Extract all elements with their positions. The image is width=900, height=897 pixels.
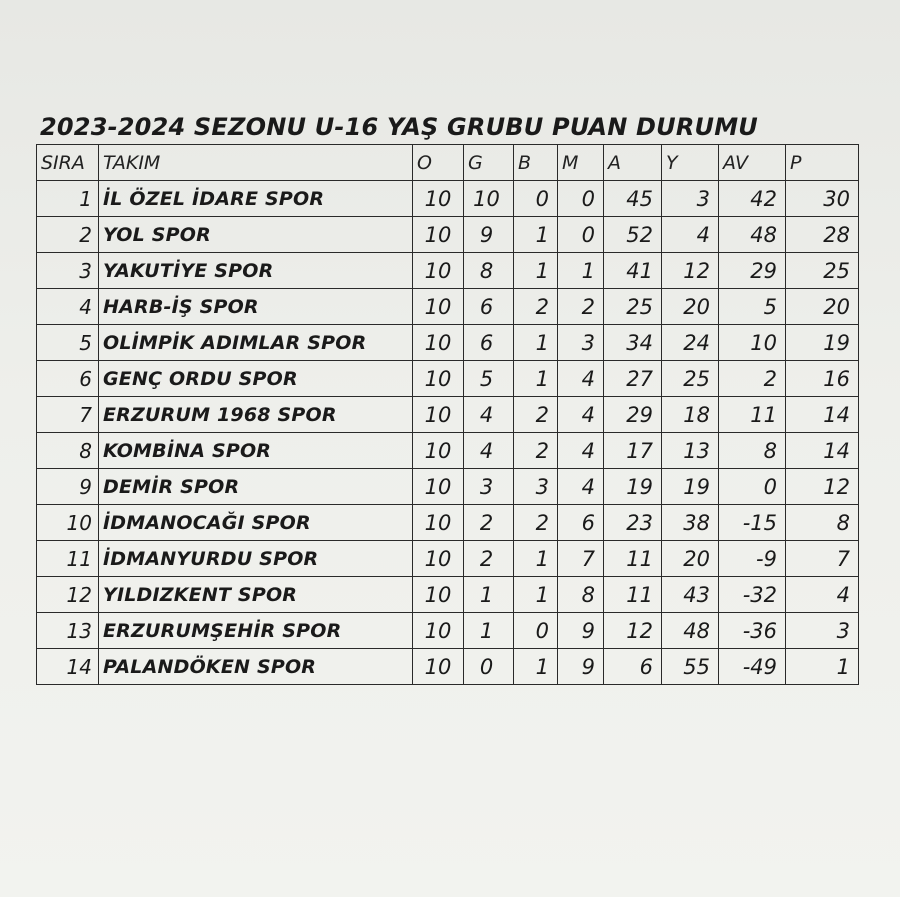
cell-av: -36 [719, 613, 786, 649]
cell-m: 1 [558, 253, 604, 289]
cell-o: 10 [413, 325, 464, 361]
cell-y: 20 [662, 289, 719, 325]
header-a: A [604, 145, 662, 181]
cell-o: 10 [413, 361, 464, 397]
cell-b: 1 [514, 541, 558, 577]
header-y: Y [662, 145, 719, 181]
cell-b: 3 [514, 469, 558, 505]
cell-o: 10 [413, 613, 464, 649]
cell-y: 18 [662, 397, 719, 433]
cell-sira: 7 [37, 397, 99, 433]
cell-takim: YILDIZKENT SPOR [99, 577, 413, 613]
header-b: B [514, 145, 558, 181]
cell-y: 55 [662, 649, 719, 685]
cell-sira: 3 [37, 253, 99, 289]
cell-takim: İL ÖZEL İDARE SPOR [99, 181, 413, 217]
cell-takim: DEMİR SPOR [99, 469, 413, 505]
cell-a: 34 [604, 325, 662, 361]
standings-table [36, 144, 859, 685]
cell-av: -32 [719, 577, 786, 613]
cell-av: 10 [719, 325, 786, 361]
cell-m: 3 [558, 325, 604, 361]
cell-av: -15 [719, 505, 786, 541]
cell-g: 4 [464, 433, 514, 469]
cell-b: 1 [514, 253, 558, 289]
cell-o: 10 [413, 469, 464, 505]
cell-m: 9 [558, 613, 604, 649]
cell-takim: YAKUTİYE SPOR [99, 253, 413, 289]
cell-takim: YOL SPOR [99, 217, 413, 253]
table-row [37, 505, 859, 541]
cell-a: 19 [604, 469, 662, 505]
cell-b: 0 [514, 613, 558, 649]
cell-y: 48 [662, 613, 719, 649]
cell-m: 4 [558, 361, 604, 397]
cell-a: 11 [604, 541, 662, 577]
cell-sira: 8 [37, 433, 99, 469]
cell-takim: GENÇ ORDU SPOR [99, 361, 413, 397]
cell-av: 0 [719, 469, 786, 505]
cell-y: 24 [662, 325, 719, 361]
cell-m: 0 [558, 181, 604, 217]
cell-a: 45 [604, 181, 662, 217]
table-row [37, 649, 859, 685]
cell-takim: HARB-İŞ SPOR [99, 289, 413, 325]
cell-b: 1 [514, 361, 558, 397]
cell-a: 29 [604, 397, 662, 433]
cell-y: 3 [662, 181, 719, 217]
header-takim: TAKIM [99, 145, 413, 181]
cell-b: 1 [514, 649, 558, 685]
cell-p: 12 [786, 469, 859, 505]
cell-p: 16 [786, 361, 859, 397]
table-row [37, 181, 859, 217]
cell-y: 4 [662, 217, 719, 253]
cell-m: 6 [558, 505, 604, 541]
cell-av: 29 [719, 253, 786, 289]
cell-a: 41 [604, 253, 662, 289]
cell-y: 43 [662, 577, 719, 613]
cell-g: 2 [464, 505, 514, 541]
cell-o: 10 [413, 649, 464, 685]
cell-takim: KOMBİNA SPOR [99, 433, 413, 469]
table-row [37, 541, 859, 577]
cell-y: 13 [662, 433, 719, 469]
header-sira: SIRA [37, 145, 99, 181]
header-m: M [558, 145, 604, 181]
cell-p: 20 [786, 289, 859, 325]
cell-y: 12 [662, 253, 719, 289]
table-row [37, 361, 859, 397]
cell-o: 10 [413, 433, 464, 469]
cell-p: 7 [786, 541, 859, 577]
header-g: G [464, 145, 514, 181]
cell-p: 19 [786, 325, 859, 361]
cell-takim: ERZURUMŞEHİR SPOR [99, 613, 413, 649]
cell-o: 10 [413, 397, 464, 433]
cell-y: 25 [662, 361, 719, 397]
cell-m: 4 [558, 397, 604, 433]
cell-m: 2 [558, 289, 604, 325]
cell-y: 38 [662, 505, 719, 541]
cell-sira: 1 [37, 181, 99, 217]
cell-sira: 10 [37, 505, 99, 541]
cell-takim: İDMANOCAĞI SPOR [99, 505, 413, 541]
cell-g: 1 [464, 613, 514, 649]
cell-p: 3 [786, 613, 859, 649]
cell-a: 6 [604, 649, 662, 685]
cell-g: 6 [464, 325, 514, 361]
cell-g: 9 [464, 217, 514, 253]
header-row [37, 145, 859, 181]
cell-takim: OLİMPİK ADIMLAR SPOR [99, 325, 413, 361]
cell-p: 25 [786, 253, 859, 289]
cell-o: 10 [413, 253, 464, 289]
cell-takim: PALANDÖKEN SPOR [99, 649, 413, 685]
cell-m: 4 [558, 433, 604, 469]
header-p: P [786, 145, 859, 181]
cell-sira: 9 [37, 469, 99, 505]
cell-g: 6 [464, 289, 514, 325]
cell-takim: ERZURUM 1968 SPOR [99, 397, 413, 433]
cell-y: 20 [662, 541, 719, 577]
cell-a: 17 [604, 433, 662, 469]
cell-sira: 6 [37, 361, 99, 397]
cell-a: 23 [604, 505, 662, 541]
header-av: AV [719, 145, 786, 181]
cell-sira: 2 [37, 217, 99, 253]
table-row [37, 469, 859, 505]
cell-av: 11 [719, 397, 786, 433]
cell-b: 2 [514, 289, 558, 325]
cell-av: 5 [719, 289, 786, 325]
cell-m: 4 [558, 469, 604, 505]
cell-g: 5 [464, 361, 514, 397]
table-row [37, 253, 859, 289]
cell-sira: 4 [37, 289, 99, 325]
cell-p: 1 [786, 649, 859, 685]
cell-o: 10 [413, 577, 464, 613]
cell-g: 3 [464, 469, 514, 505]
cell-o: 10 [413, 541, 464, 577]
cell-a: 52 [604, 217, 662, 253]
cell-av: -9 [719, 541, 786, 577]
table-row [37, 577, 859, 613]
page-title: 2023-2024 SEZONU U-16 YAŞ GRUBU PUAN DURUMU [40, 113, 758, 141]
cell-g: 4 [464, 397, 514, 433]
cell-b: 2 [514, 433, 558, 469]
cell-av: 2 [719, 361, 786, 397]
cell-av: 8 [719, 433, 786, 469]
cell-m: 8 [558, 577, 604, 613]
cell-a: 25 [604, 289, 662, 325]
table-row [37, 613, 859, 649]
table-row [37, 217, 859, 253]
cell-sira: 13 [37, 613, 99, 649]
cell-g: 8 [464, 253, 514, 289]
cell-sira: 12 [37, 577, 99, 613]
table-row [37, 433, 859, 469]
cell-g: 1 [464, 577, 514, 613]
cell-takim: İDMANYURDU SPOR [99, 541, 413, 577]
cell-sira: 5 [37, 325, 99, 361]
cell-o: 10 [413, 181, 464, 217]
standings-body [37, 181, 859, 685]
cell-b: 1 [514, 577, 558, 613]
cell-p: 8 [786, 505, 859, 541]
cell-b: 2 [514, 505, 558, 541]
cell-p: 14 [786, 433, 859, 469]
cell-g: 10 [464, 181, 514, 217]
cell-p: 14 [786, 397, 859, 433]
cell-p: 4 [786, 577, 859, 613]
cell-m: 0 [558, 217, 604, 253]
cell-g: 0 [464, 649, 514, 685]
cell-b: 1 [514, 325, 558, 361]
cell-b: 2 [514, 397, 558, 433]
cell-sira: 11 [37, 541, 99, 577]
cell-p: 28 [786, 217, 859, 253]
cell-o: 10 [413, 505, 464, 541]
cell-av: 48 [719, 217, 786, 253]
cell-av: 42 [719, 181, 786, 217]
cell-a: 12 [604, 613, 662, 649]
cell-o: 10 [413, 289, 464, 325]
cell-m: 7 [558, 541, 604, 577]
cell-p: 30 [786, 181, 859, 217]
cell-o: 10 [413, 217, 464, 253]
cell-a: 11 [604, 577, 662, 613]
cell-sira: 14 [37, 649, 99, 685]
cell-y: 19 [662, 469, 719, 505]
table-row [37, 397, 859, 433]
table-row [37, 325, 859, 361]
table-row [37, 289, 859, 325]
cell-a: 27 [604, 361, 662, 397]
header-o: O [413, 145, 464, 181]
cell-m: 9 [558, 649, 604, 685]
cell-av: -49 [719, 649, 786, 685]
cell-g: 2 [464, 541, 514, 577]
cell-b: 0 [514, 181, 558, 217]
cell-b: 1 [514, 217, 558, 253]
